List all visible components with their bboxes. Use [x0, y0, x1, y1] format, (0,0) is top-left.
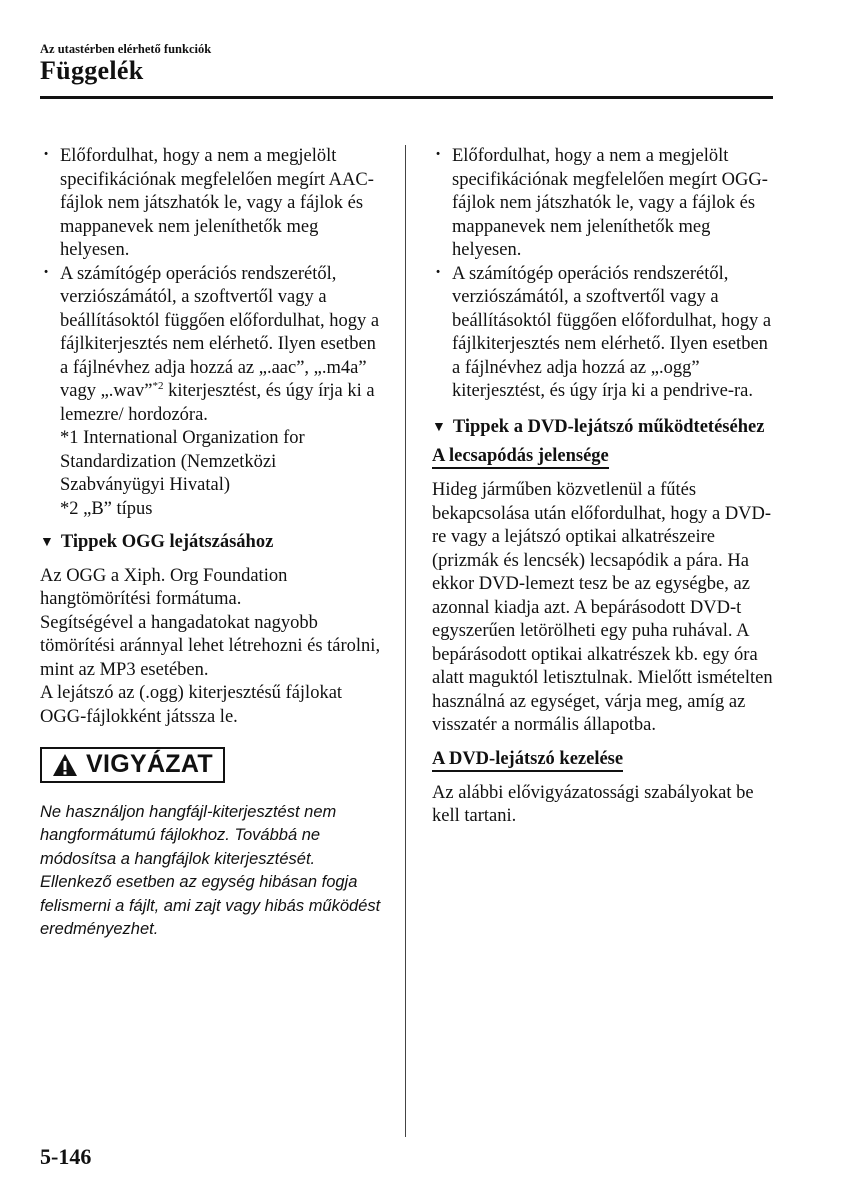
- condensation-heading: A lecsapódás jelensége: [432, 445, 609, 469]
- ogg-paragraph-1: Az OGG a Xiph. Org Foundation hangtömörítési formátuma.: [40, 565, 288, 609]
- ogg-paragraph-3: A lejátszó az (.ogg) kiterjesztésű fájlokat OGG-fájlokként játssza le.: [40, 683, 343, 727]
- bullet-extension-text: A számítógép operációs rendszerétől, verziószámától, a szoftvertől vagy a beállításoktól függően előfordulhat, hogy a fájlkiterjesztés nem elérhető. Ilyen esetben a fájlnévhez adja hozzá az „.aac”, „.m4a” vagy „.wav”: [60, 263, 380, 401]
- caution-label: VIGYÁZAT: [86, 750, 213, 779]
- footnote-ref: *2: [152, 379, 164, 392]
- right-column: [432, 145, 777, 829]
- caution-text: Ne használjon hangfájl-kiterjesztést nem hangformátumú fájlokhoz. Továbbá ne módosítsa a hangfájlok kiterjesztését. Ellenkező esetben az egység hibásan fogja felismerni a fájlt, ami zajt vagy hibás működést eredményezhet.: [40, 802, 381, 938]
- warning-icon: [52, 753, 78, 777]
- ogg-section-title-text: Tippek OGG lejátszásához: [60, 532, 274, 552]
- dvd-section-title-text: Tippek a DVD-lejátszó működtetéséhez: [452, 416, 765, 437]
- page-title: Függelék: [40, 56, 144, 85]
- bullet-extension-end: kiterjesztést, és úgy írja ki a lemezre/ hordozóra.: [60, 381, 375, 425]
- bullet-ogg: · Előfordulhat, hogy a nem a megjelölt specifikációnak megfelelően megírt OGG-fájlok nem játszhatók le, vagy a fájlok és mappanevek nem jeleníthetők meg helyesen.: [432, 145, 777, 263]
- condensation-paragraph: Hideg járműben közvetlenül a fűtés bekapcsolása után előfordulhat, hogy a DVD-re vagy a lejátszó optikai alkatrészeire (prizmák és lencsék) lecsapódik a pára. Ha ekkor DVD-lemezt tesz be az egységbe, az azonnal kiadja azt. A bepárásodott DVD-t egyszerűen letörölheti egy puha ruhával. A bepárásodott optikai alkatrészek kb. egy óra alatt maguktól letisztulnak. Mielőtt ismételten használná az egységet, várja meg, amíg az visszatér a normális állapotba.: [432, 480, 773, 735]
- footnote-1: *1 International Organization for Standardization (Nemzetközi Szabványügyi Hivatal): [60, 428, 305, 495]
- ogg-section-title: [40, 531, 385, 555]
- column-divider: [405, 145, 406, 1137]
- ogg-paragraph-2: Segítségével a hangadatokat nagyobb tömörítési aránnyal lehet létrehozni és tárolni, mint az MP3 esetében.: [40, 612, 381, 680]
- triangle-icon: ▼: [40, 535, 54, 550]
- triangle-icon: ▼: [432, 419, 446, 435]
- handling-heading: A DVD-lejátszó kezelése: [432, 748, 623, 772]
- footnote-2: *2 „B” típus: [60, 498, 153, 519]
- handling-paragraph: Az alábbi elővigyázatossági szabályokat be kell tartani.: [432, 782, 754, 826]
- left-column: [40, 145, 385, 942]
- bullet-extension: [40, 263, 385, 428]
- page-number: 5-146: [40, 1144, 92, 1169]
- bullet-aac: · Előfordulhat, hogy a nem a megjelölt specifikációnak megfelelően megírt AAC-fájlok nem játszhatók le, vagy a fájlok és mappanevek nem jeleníthetők meg helyesen.: [40, 145, 385, 263]
- running-header: Az utastérben elérhető funkciók: [40, 42, 212, 56]
- bullet-ogg-extension: · A számítógép operációs rendszerétől, verziószámától, a szoftvertől vagy a beállításoktól függően előfordulhat, hogy a fájlkiterjesztés nem elérhető. Ilyen esetben a fájlnévhez adja hozzá az „.ogg” kiterjesztést, és úgy írja ki a pendrive-ra.: [432, 263, 777, 404]
- header-rule: [40, 96, 773, 99]
- caution-box: [40, 747, 225, 783]
- dvd-section-title: [432, 416, 777, 440]
